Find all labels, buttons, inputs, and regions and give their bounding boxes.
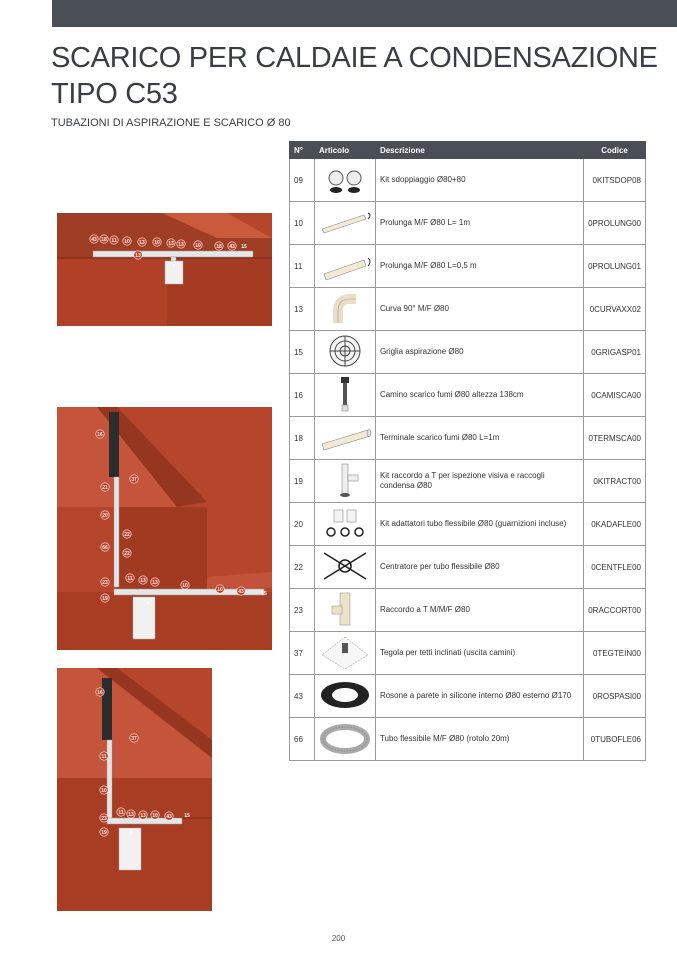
header-code: Codice [584, 142, 646, 159]
row-code: 0PROLUNG00 [584, 202, 646, 245]
callout-label: 11 [127, 575, 133, 582]
product-table [289, 141, 646, 761]
table-row [290, 159, 646, 202]
t-fitting-icon [314, 589, 375, 632]
elbow-90-icon [314, 288, 375, 331]
table-row [290, 460, 646, 503]
row-description: Kit raccordo a T per ispezione visiva e raccogli condensa Ø80 [375, 460, 583, 503]
header-description: Descrizione [375, 142, 583, 159]
callout-label: 23 [101, 815, 107, 822]
row-number: 16 [290, 374, 315, 417]
row-number: 09 [290, 159, 315, 202]
callout-label: 37 [131, 476, 137, 483]
chimney-icon [314, 374, 375, 417]
row-code: 0RACCORT00 [584, 589, 646, 632]
callout-label: 16 [97, 431, 103, 438]
callout-label: 43 [229, 243, 235, 250]
row-number: 43 [290, 675, 315, 718]
callout-label: 21 [102, 484, 108, 491]
row-number: 22 [290, 546, 315, 589]
row-code: 0CENTFLE00 [584, 546, 646, 589]
callout-label: 13 [152, 579, 158, 586]
flexible-hose-icon [314, 718, 375, 761]
row-number: 13 [290, 288, 315, 331]
callout-label: 23 [102, 579, 108, 586]
row-description: Kit adattatori tubo flessibile Ø80 (guarnizioni incluse) [375, 503, 583, 546]
table-row [290, 675, 646, 718]
callout-label: 16 [97, 689, 103, 696]
row-code: 0CURVAXX02 [584, 288, 646, 331]
row-description: Griglia aspirazione Ø80 [375, 331, 583, 374]
table-row [290, 202, 646, 245]
title-line-1: SCARICO PER CALDAIE A CONDENSAZIONE [51, 42, 658, 74]
row-description: Prolunga M/F Ø80 L= 1m [375, 202, 583, 245]
row-number: 23 [290, 589, 315, 632]
diagram-chimney-flexible [57, 407, 272, 650]
callout-label: 13 [139, 239, 145, 246]
row-code: 0CAMISCA00 [584, 374, 646, 417]
row-number: 18 [290, 417, 315, 460]
callout-label: 19 [101, 829, 107, 836]
callout-label: 10 [101, 787, 107, 794]
terminal-pipe-icon [314, 417, 375, 460]
diagram-wall-installation [57, 213, 272, 326]
row-code: 0TEGTEIN00 [584, 632, 646, 675]
callout-label: 11 [111, 237, 117, 244]
callout-label: 10 [195, 242, 201, 249]
callout-label: 18 [101, 236, 107, 243]
row-description: Rosone a parete in silicone interno Ø80 esterno Ø170 [375, 675, 583, 718]
header-number: N° [290, 142, 315, 159]
intake-grille-icon [314, 331, 375, 374]
row-code: 0ROSPASI00 [584, 675, 646, 718]
page-number: 200 [331, 934, 346, 943]
table-header-row [290, 142, 646, 159]
row-code: 0TUBOFLE06 [584, 718, 646, 761]
callout-label: 15 [241, 243, 247, 250]
table-row [290, 546, 646, 589]
callout-label: 15 [184, 812, 190, 819]
row-description: Camino scarico fumi Ø80 altezza 138cm [375, 374, 583, 417]
callout-label: 13 [135, 252, 141, 259]
row-description: Kit sdoppiaggio Ø80+80 [375, 159, 583, 202]
callout-label: 13 [140, 577, 146, 584]
table-row [290, 589, 646, 632]
row-number: 20 [290, 503, 315, 546]
callout-label: 13 [178, 241, 184, 248]
page-title [51, 40, 658, 112]
callout-label: 43 [91, 236, 97, 243]
table-row [290, 374, 646, 417]
roof-tile-icon [314, 632, 375, 675]
table-row [290, 331, 646, 374]
callout-label: 9 [129, 830, 133, 837]
row-number: 37 [290, 632, 315, 675]
callout-label: 22 [124, 531, 130, 538]
callout-label: 19 [102, 595, 108, 602]
row-code: 0GRIGASP01 [584, 331, 646, 374]
row-description: Tubo flessibile M/F Ø80 (rotolo 20m) [375, 718, 583, 761]
row-description: Terminale scarico fumi Ø80 L=1m [375, 417, 583, 460]
row-description: Raccordo a T M/M/F Ø80 [375, 589, 583, 632]
callout-label: 13 [128, 811, 134, 818]
row-code: 0PROLUNG01 [584, 245, 646, 288]
row-code: 0KADAFLE00 [584, 503, 646, 546]
page-subtitle: TUBAZIONI DI ASPIRAZIONE E SCARICO Ø 80 [51, 117, 291, 129]
callout-label: 18 [216, 243, 222, 250]
callout-label: 22 [124, 550, 130, 557]
row-code: 0KITSDOP08 [584, 159, 646, 202]
callout-label: 10 [124, 238, 130, 245]
row-number: 15 [290, 331, 315, 374]
title-line-2: TIPO C53 [51, 78, 178, 110]
header-bar [52, 0, 677, 27]
t-fitting-kit-icon [314, 460, 375, 503]
split-kit-icon [314, 159, 375, 202]
table-row [290, 417, 646, 460]
diagram-chimney-rigid [57, 668, 212, 911]
centering-spider-icon [314, 546, 375, 589]
row-number: 11 [290, 245, 315, 288]
callout-label: 9 [172, 262, 176, 269]
callout-label: 9 [146, 600, 150, 607]
callout-label: 43 [238, 588, 244, 595]
table-row [290, 245, 646, 288]
row-number: 10 [290, 202, 315, 245]
callout-label: 66 [102, 544, 108, 551]
table-row [290, 718, 646, 761]
callout-label: 10 [182, 582, 188, 589]
callout-label: 10 [217, 586, 223, 593]
table-row [290, 288, 646, 331]
header-article: Articolo [314, 142, 375, 159]
row-description: Centratore per tubo flessibile Ø80 [375, 546, 583, 589]
row-code: 0KITRACT00 [584, 460, 646, 503]
row-number: 66 [290, 718, 315, 761]
callout-label: 37 [131, 735, 137, 742]
callout-label: 13 [168, 240, 174, 247]
table-row [290, 503, 646, 546]
wall-rosette-icon [314, 675, 375, 718]
callout-label: 13 [140, 812, 146, 819]
row-description: Curva 90° M/F Ø80 [375, 288, 583, 331]
callout-label: 11 [118, 809, 124, 816]
callout-label: 11 [101, 753, 107, 760]
row-description: Tegola per tetti inclinati (uscita camini) [375, 632, 583, 675]
row-description: Prolunga M/F Ø80 L=0,5 m [375, 245, 583, 288]
callout-label: 43 [166, 813, 172, 820]
callout-label: 10 [154, 239, 160, 246]
callout-label: 20 [102, 512, 108, 519]
callout-label: 15 [261, 590, 267, 597]
row-code: 0TERMSCA00 [584, 417, 646, 460]
short-pipe-icon [314, 245, 375, 288]
adapter-kit-icon [314, 503, 375, 546]
row-number: 19 [290, 460, 315, 503]
callout-label: 10 [152, 812, 158, 819]
table-row [290, 632, 646, 675]
extension-pipe-icon [314, 202, 375, 245]
